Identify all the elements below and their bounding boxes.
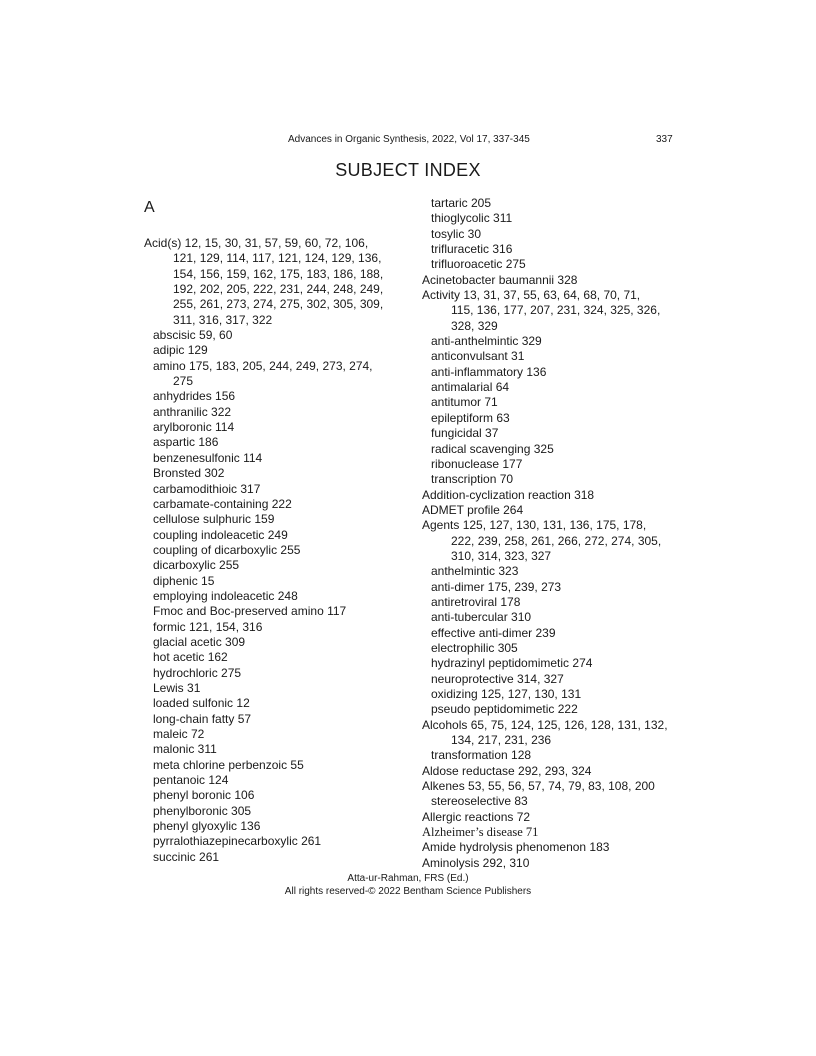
index-subentry: [144, 758, 404, 773]
index-subentry: [144, 420, 404, 435]
index-entry: [422, 288, 692, 334]
index-subentry: [144, 558, 404, 573]
index-subentry: [144, 834, 404, 849]
entry-line: anti-tubercular 310: [431, 610, 532, 625]
entry-line: ADMET profile 264: [422, 502, 524, 517]
index-subentry: [144, 650, 404, 665]
entry-continuation-line: 328, 329: [451, 318, 498, 333]
entry-line: malonic 311: [153, 742, 217, 757]
index-subentry: [144, 482, 404, 497]
index-subentry: [422, 626, 692, 641]
index-subentry: [144, 712, 404, 727]
entry-line: long-chain fatty 57: [153, 711, 252, 726]
index-subentry: [144, 620, 404, 635]
entry-line: hydrochloric 275: [153, 665, 242, 680]
index-subentry: [144, 528, 404, 543]
entry-continuation-line: 134, 217, 231, 236: [451, 733, 552, 748]
editor-line: Atta-ur-Rahman, FRS (Ed.): [347, 873, 469, 884]
entry-line: oxidizing 125, 127, 130, 131: [431, 687, 582, 701]
index-subentry: [422, 380, 692, 395]
index-subentry: [422, 426, 692, 441]
running-head: Advances in Organic Synthesis, 2022, Vol 17, 337-345: [288, 134, 530, 145]
index-entries-right: [422, 196, 692, 871]
index-subentry: [422, 794, 692, 809]
entry-line: loaded sulfonic 12: [153, 696, 250, 711]
entry-line: antitumor 71: [431, 395, 498, 410]
entry-line: formic 121, 154, 316: [153, 619, 263, 634]
index-subentry: [144, 466, 404, 481]
entry-line: dicarboxylic 255: [153, 558, 240, 573]
entry-line: anti-anthelmintic 329: [431, 334, 542, 349]
index-column-right: [422, 196, 692, 871]
index-subentry: [422, 702, 692, 717]
entry-continuation-line: 275: [173, 374, 194, 389]
entry-line: Activity 13, 31, 37, 55, 63, 64, 68, 70, 71,: [422, 288, 641, 303]
entry-line: adipic 129: [153, 343, 208, 358]
entry-line: Aldose reductase 292, 293, 324: [422, 763, 592, 778]
index-subentry: [144, 604, 404, 619]
index-subentry: [144, 574, 404, 589]
entry-continuation-line: 115, 136, 177, 207, 231, 324, 325, 326,: [451, 303, 661, 318]
index-subentry: [144, 773, 404, 788]
index-subentry: [422, 334, 692, 349]
entry-line: anti-inflammatory 136: [431, 364, 547, 379]
index-subentry: [144, 696, 404, 711]
entry-continuation-line: 121, 129, 114, 117, 121, 124, 129, 136,: [173, 251, 382, 266]
index-subentry: [422, 411, 692, 426]
entry-line: neuroprotective 314, 327: [431, 671, 564, 686]
entry-line: transcription 70: [431, 472, 514, 487]
index-subentry: [422, 257, 692, 272]
entry-line: phenylboronic 305: [153, 803, 252, 818]
index-entry: [422, 810, 692, 825]
entry-line: Alkenes 53, 55, 56, 57, 74, 79, 83, 108, 200: [422, 779, 655, 794]
index-subentry: [144, 343, 404, 358]
index-entry: [422, 488, 692, 503]
entry-line: anthelmintic 323: [431, 564, 519, 579]
entry-line: coupling of dicarboxylic 255: [153, 542, 301, 557]
entry-line: phenyl boronic 106: [153, 788, 255, 803]
entry-line: tosylic 30: [431, 226, 482, 241]
index-subentry: [144, 804, 404, 819]
index-subentry: [422, 564, 692, 579]
index-entry: [144, 236, 404, 328]
index-subentry: [144, 589, 404, 604]
entry-line: Fmoc and Boc-preserved amino 117: [153, 604, 347, 619]
entry-line: anti-dimer 175, 239, 273: [431, 579, 562, 594]
index-entry: [422, 764, 692, 779]
entry-line: Addition-cyclization reaction 318: [422, 487, 595, 502]
index-subentry: [144, 727, 404, 742]
entry-line: cellulose sulphuric 159: [153, 512, 275, 527]
entry-line: hot acetic 162: [153, 650, 228, 665]
index-subentry: [422, 580, 692, 595]
index-subentry: [422, 349, 692, 364]
index-subentry: [144, 497, 404, 512]
copyright-line: All rights reserved-© 2022 Bentham Science Publishers: [284, 886, 532, 897]
entry-line: abscisic 59, 60: [153, 328, 233, 343]
entry-continuation-line: 192, 202, 205, 222, 231, 244, 248, 249,: [173, 282, 384, 297]
entry-continuation-line: 311, 316, 317, 322: [173, 312, 273, 327]
index-subentry: [422, 196, 692, 211]
index-subentry: [144, 405, 404, 420]
entry-line: arylboronic 114: [153, 420, 235, 435]
entry-line: aspartic 186: [153, 435, 219, 450]
index-entry: [422, 503, 692, 518]
entry-line: benzenesulfonic 114: [153, 450, 263, 465]
index-subentry: [422, 457, 692, 472]
entry-line: epileptiform 63: [431, 410, 510, 425]
index-subentry: [422, 610, 692, 625]
entry-line: anthranilic 322: [153, 404, 232, 419]
entry-line: ribonuclease 177: [431, 456, 523, 471]
index-entry: [422, 779, 692, 794]
index-entry: [422, 518, 692, 564]
index-subentry: [144, 389, 404, 404]
index-subentry: [422, 641, 692, 656]
entry-continuation-line: 255, 261, 273, 274, 275, 302, 305, 309,: [173, 297, 384, 312]
index-subentry: [422, 395, 692, 410]
entry-line: Alzheimer’s disease 71: [422, 825, 539, 840]
entry-line: Amide hydrolysis phenomenon 183: [422, 840, 610, 855]
index-subentry: [144, 512, 404, 527]
index-entry: [422, 718, 692, 749]
entry-line: Bronsted 302: [153, 466, 225, 481]
section-letter: A: [144, 199, 155, 216]
entry-line: Acid(s) 12, 15, 30, 31, 57, 59, 60, 72, 106,: [144, 236, 369, 250]
entry-line: carbamate-containing 222: [153, 496, 292, 511]
entry-line: carbamodithioic 317: [153, 481, 261, 496]
index-subentry: [144, 850, 404, 865]
entry-continuation-line: 222, 239, 258, 261, 266, 272, 274, 305,: [451, 533, 662, 548]
entry-continuation-line: 154, 156, 159, 162, 175, 183, 186, 188,: [173, 266, 384, 281]
index-subentry: [422, 365, 692, 380]
entry-line: tartaric 205: [431, 196, 492, 210]
index-subentry: [144, 359, 404, 390]
index-subentry: [422, 672, 692, 687]
index-subentry: [422, 656, 692, 671]
entry-line: trifluoroacetic 275: [431, 257, 526, 272]
entry-line: pentanoic 124: [153, 773, 229, 788]
index-subentry: [422, 442, 692, 457]
entry-line: diphenic 15: [153, 573, 215, 588]
entry-continuation-line: 310, 314, 323, 327: [451, 548, 552, 563]
index-entry: [422, 840, 692, 855]
entry-line: Agents 125, 127, 130, 131, 136, 175, 178,: [422, 518, 647, 533]
entry-line: succinic 261: [153, 849, 220, 864]
entry-line: phenyl glyoxylic 136: [153, 819, 261, 834]
index-subentry: [422, 748, 692, 763]
entry-line: anticonvulsant 31: [431, 349, 525, 364]
index-subentry: [144, 435, 404, 450]
entry-line: trifluracetic 316: [431, 242, 513, 257]
entry-line: antimalarial 64: [431, 380, 510, 395]
index-subentry: [422, 227, 692, 242]
entry-line: hydrazinyl peptidomimetic 274: [431, 656, 593, 671]
index-entries-left: [144, 236, 404, 865]
index-entry: [422, 856, 692, 871]
index-column-left: [144, 196, 404, 865]
index-subentry: [144, 819, 404, 834]
index-subentry: [144, 742, 404, 757]
entry-line: Alcohols 65, 75, 124, 125, 126, 128, 131, 132,: [422, 717, 668, 732]
index-subentry: [422, 687, 692, 702]
entry-line: pyrralothiazepinecarboxylic 261: [153, 834, 322, 849]
entry-line: thioglycolic 311: [431, 211, 513, 226]
entry-line: Aminolysis 292, 310: [422, 855, 530, 870]
index-subentry: [144, 451, 404, 466]
index-subentry: [422, 242, 692, 257]
entry-line: maleic 72: [153, 727, 205, 741]
index-subentry: [144, 788, 404, 803]
index-subentry: [144, 635, 404, 650]
entry-line: glacial acetic 309: [153, 634, 246, 649]
entry-line: coupling indoleacetic 249: [153, 527, 288, 542]
index-subentry: [144, 666, 404, 681]
index-subentry: [144, 328, 404, 343]
entry-line: pseudo peptidomimetic 222: [431, 702, 578, 717]
index-subentry: [422, 595, 692, 610]
entry-line: electrophilic 305: [431, 640, 518, 655]
entry-line: antiretroviral 178: [431, 594, 521, 609]
entry-line: amino 175, 183, 205, 244, 249, 273, 274,: [153, 358, 373, 373]
entry-line: fungicidal 37: [431, 426, 499, 441]
index-entry: [422, 825, 692, 840]
page-number: 337: [656, 134, 673, 145]
entry-line: Acinetobacter baumannii 328: [422, 272, 578, 287]
entry-line: stereoselective 83: [431, 794, 528, 809]
entry-line: anhydrides 156: [153, 389, 236, 404]
entry-line: Lewis 31: [153, 680, 201, 695]
entry-line: employing indoleacetic 248: [153, 588, 298, 603]
index-subentry: [422, 211, 692, 226]
entry-line: Allergic reactions 72: [422, 809, 531, 824]
entry-line: meta chlorine perbenzoic 55: [153, 757, 304, 772]
entry-line: effective anti-dimer 239: [431, 625, 556, 640]
entry-line: radical scavenging 325: [431, 441, 554, 456]
page-title: SUBJECT INDEX: [335, 160, 481, 180]
index-subentry: [422, 472, 692, 487]
entry-line: transformation 128: [431, 748, 532, 763]
index-entry: [422, 273, 692, 288]
index-subentry: [144, 681, 404, 696]
index-subentry: [144, 543, 404, 558]
